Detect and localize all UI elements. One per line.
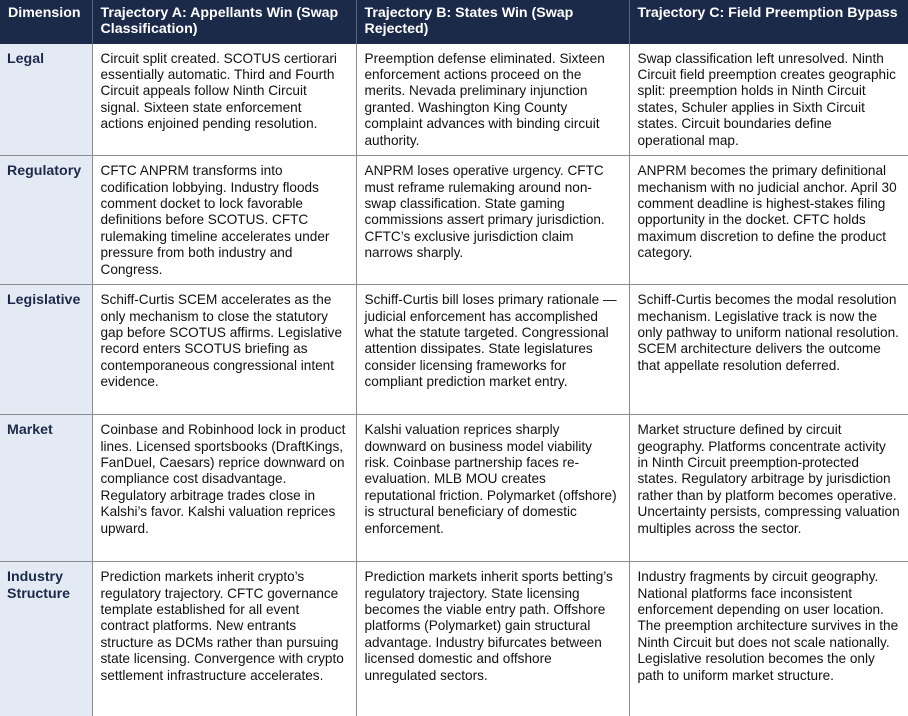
cell-trajectory-c: Industry fragments by circuit geography. National platforms face inconsistent enforcement depending on user location. The preemption architecture survives in the Ninth Circuit but does not scale nationally. Legislative resolution becomes the only path to uniform market structure. [637, 569, 899, 683]
cell-trajectory-a: Schiff-Curtis SCEM accelerates as the only mechanism to close the statutory gap before SCOTUS affirms. Legislative record enters SCOTUS briefing as contemporaneous congressional intent evidence. [92, 285, 356, 415]
cell-trajectory-b: ANPRM loses operative urgency. CFTC must reframe rulemaking around non-swap classification. State gaming commissions assert primary jurisdiction. CFTC’s exclusive jurisdiction claim narrows sharply. [356, 156, 629, 285]
row-dimension: Industry Structure [0, 562, 92, 716]
table-row-legal [0, 44, 908, 156]
cell-trajectory-c: ANPRM becomes the primary definitional mechanism with no judicial anchor. April 30 comment deadline is highest-stakes filing opportunity in the docket. CFTC holds maximum discretion to define the product category. [629, 156, 908, 285]
row-dimension: Regulatory [0, 156, 92, 285]
cell-trajectory-a: Coinbase and Robinhood lock in product lines. Licensed sportsbooks (DraftKings, FanDuel, Caesars) reprice downward on compliance cost disadvantage. Regulatory arbitrage trades close in Kalshi’s favor. Kalshi valuation reprices upward. [92, 415, 356, 562]
header-trajectory-c: Trajectory C: Field Preemption Bypass [629, 0, 908, 44]
cell-trajectory-a: CFTC ANPRM transforms into codification lobbying. Industry floods comment docket to lock favorable definitions before SCOTUS. CFTC rulemaking timeline accelerates under pressure from both industry and Congress. [92, 156, 356, 285]
cell-trajectory-a: Circuit split created. SCOTUS certiorari essentially automatic. Third and Fourth Circuit appeals follow Ninth Circuit signal. Sixteen state enforcement actions enjoined pending resolution. [92, 44, 356, 156]
row-dimension: Legal [0, 44, 92, 156]
cell-trajectory-b: Kalshi valuation reprices sharply downward on business model viability risk. Coinbase partnership faces re-evaluation. MLB MOU creates reputational friction. Polymarket (offshore) is structural beneficiary of domestic enforcement. [356, 415, 629, 562]
header-dimension: Dimension [0, 0, 92, 44]
cell-trajectory-c: Swap classification left unresolved. Ninth Circuit field preemption creates geographic split: preemption holds in Ninth Circuit states, Schuler applies in Sixth Circuit states. Circuit boundaries define operational map. [629, 44, 908, 156]
cell-trajectory-b: Prediction markets inherit sports betting’s regulatory trajectory. State licensing becomes the viable entry path. Offshore platforms (Polymarket) gain structural advantage. Industry bifurcates between licensed domestic and offshore unregulated sectors. [356, 562, 629, 716]
row-dimension: Legislative [0, 285, 92, 415]
row-dimension: Market [0, 415, 92, 562]
header-row [0, 0, 908, 44]
table-row-regulatory [0, 156, 908, 285]
cell-trajectory-a: Prediction markets inherit crypto’s regulatory trajectory. CFTC governance template established for all event contract platforms. New entrants structure as DCMs rather than pursuing state licensing. Convergence with crypto settlement infrastructure accelerates. [92, 562, 356, 716]
table-row-industry-structure [0, 562, 908, 716]
cell-trajectory-c: Schiff-Curtis becomes the modal resolution mechanism. Legislative track is now the only pathway to uniform national resolution. SCEM architecture delivers the outcome that appellate resolution deferred. [629, 285, 908, 415]
cell-trajectory-c: Market structure defined by circuit geography. Platforms concentrate activity in Ninth Circuit preemption-protected states. Regulatory arbitrage by jurisdiction rather than by platform becomes operative. Uncertainty persists, compressing valuation multiples across the sector. [629, 415, 908, 562]
cell-trajectory-b: Preemption defense eliminated. Sixteen enforcement actions proceed on the merits. Nevada preliminary injunction granted. Washington King County complaint advances with binding circuit authority. [356, 44, 629, 156]
table-row-legislative [0, 285, 908, 415]
table-row-market [0, 415, 908, 562]
header-trajectory-a: Trajectory A: Appellants Win (Swap Classification) [92, 0, 356, 44]
header-trajectory-b: Trajectory B: States Win (Swap Rejected) [356, 0, 629, 44]
cell-trajectory-b: Schiff-Curtis bill loses primary rationale — judicial enforcement has accomplished what the statute targeted. Congressional attention dissipates. State legislatures consider licensing frameworks for compliant prediction market entry. [356, 285, 629, 415]
